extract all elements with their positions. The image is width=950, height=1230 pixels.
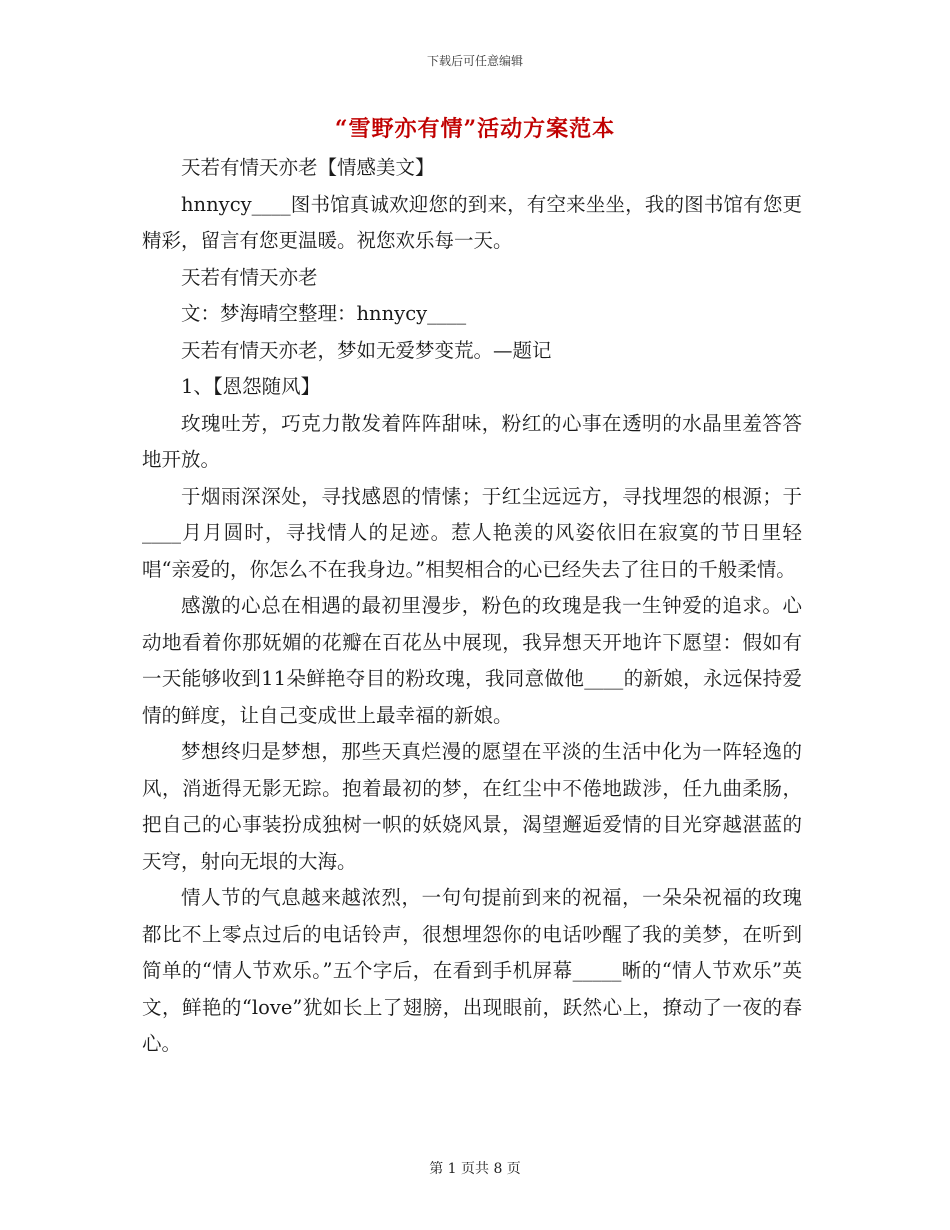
paragraph: 文：梦海晴空整理：hnnycy____ [181,302,467,325]
paragraph: 感激的心总在相遇的最初里漫步，粉色的玫瑰是我一生钟爱的追求。心动地看着你那妩媚的花瓣在百花丛中展现，我异想天开地许下愿望：假如有一天能够收到11朵鲜艳夺目的粉玫瑰，我同意做他____的新娘，永远保持爱情的鲜度，让自己变成世上最幸福的新娘。 [142,594,802,727]
paragraph: 1、【恩怨随风】 [181,375,321,398]
paragraph: hnnycy____图书馆真诚欢迎您的到来，有空来坐坐，我的图书馆有您更精彩，留言有您更温暖。祝您欢乐每一天。 [142,192,802,252]
header-note: 下载后可任意编辑 [426,54,523,68]
paragraph: 梦想终归是梦想，那些天真烂漫的愿望在平淡的生活中化为一阵轻逸的风，消逝得无影无踪。抱着最初的梦，在红尘中不倦地跋涉，任九曲柔肠，把自己的心事装扮成独树一帜的妖娆风景，渴望邂逅爱情的目光穿越湛蓝的天穹，射向无垠的大海。 [142,740,802,873]
paragraph: 于烟雨深深处，寻找感恩的情愫；于红尘远远方，寻找埋怨的根源；于____月月圆时，寻找情人的足迹。惹人艳羡的风姿依旧在寂寞的节日里轻唱“亲爱的，你怎么不在我身边。”相契相合的心已经失去了往日的千般柔情。 [142,484,802,581]
document-body [142,150,802,1063]
paragraph: 玫瑰吐芳，巧克力散发着阵阵甜味，粉红的心事在透明的水晶里羞答答地开放。 [142,411,802,471]
paragraph: 天若有情天亦老【情感美文】 [181,156,435,179]
paragraph: 天若有情天亦老 [181,265,318,289]
document-title: “雪野亦有情”活动方案范本 [334,116,616,142]
page-footer: 第 1 页共 8 页 [429,1161,521,1177]
paragraph: 天若有情天亦老，梦如无爱梦变荒。—题记 [181,338,552,362]
paragraph: 情人节的气息越来越浓烈，一句句提前到来的祝福，一朵朵祝福的玫瑰都比不上零点过后的电话铃声，很想埋怨你的电话吵醒了我的美梦，在听到简单的“情人节欢乐。”五个字后，在看到手机屏幕_____晰的“情人节欢乐”英文，鲜艳的“love”犹如长上了翅膀，出现眼前，跃然心上，撩动了一夜的春心。 [142,886,802,1055]
